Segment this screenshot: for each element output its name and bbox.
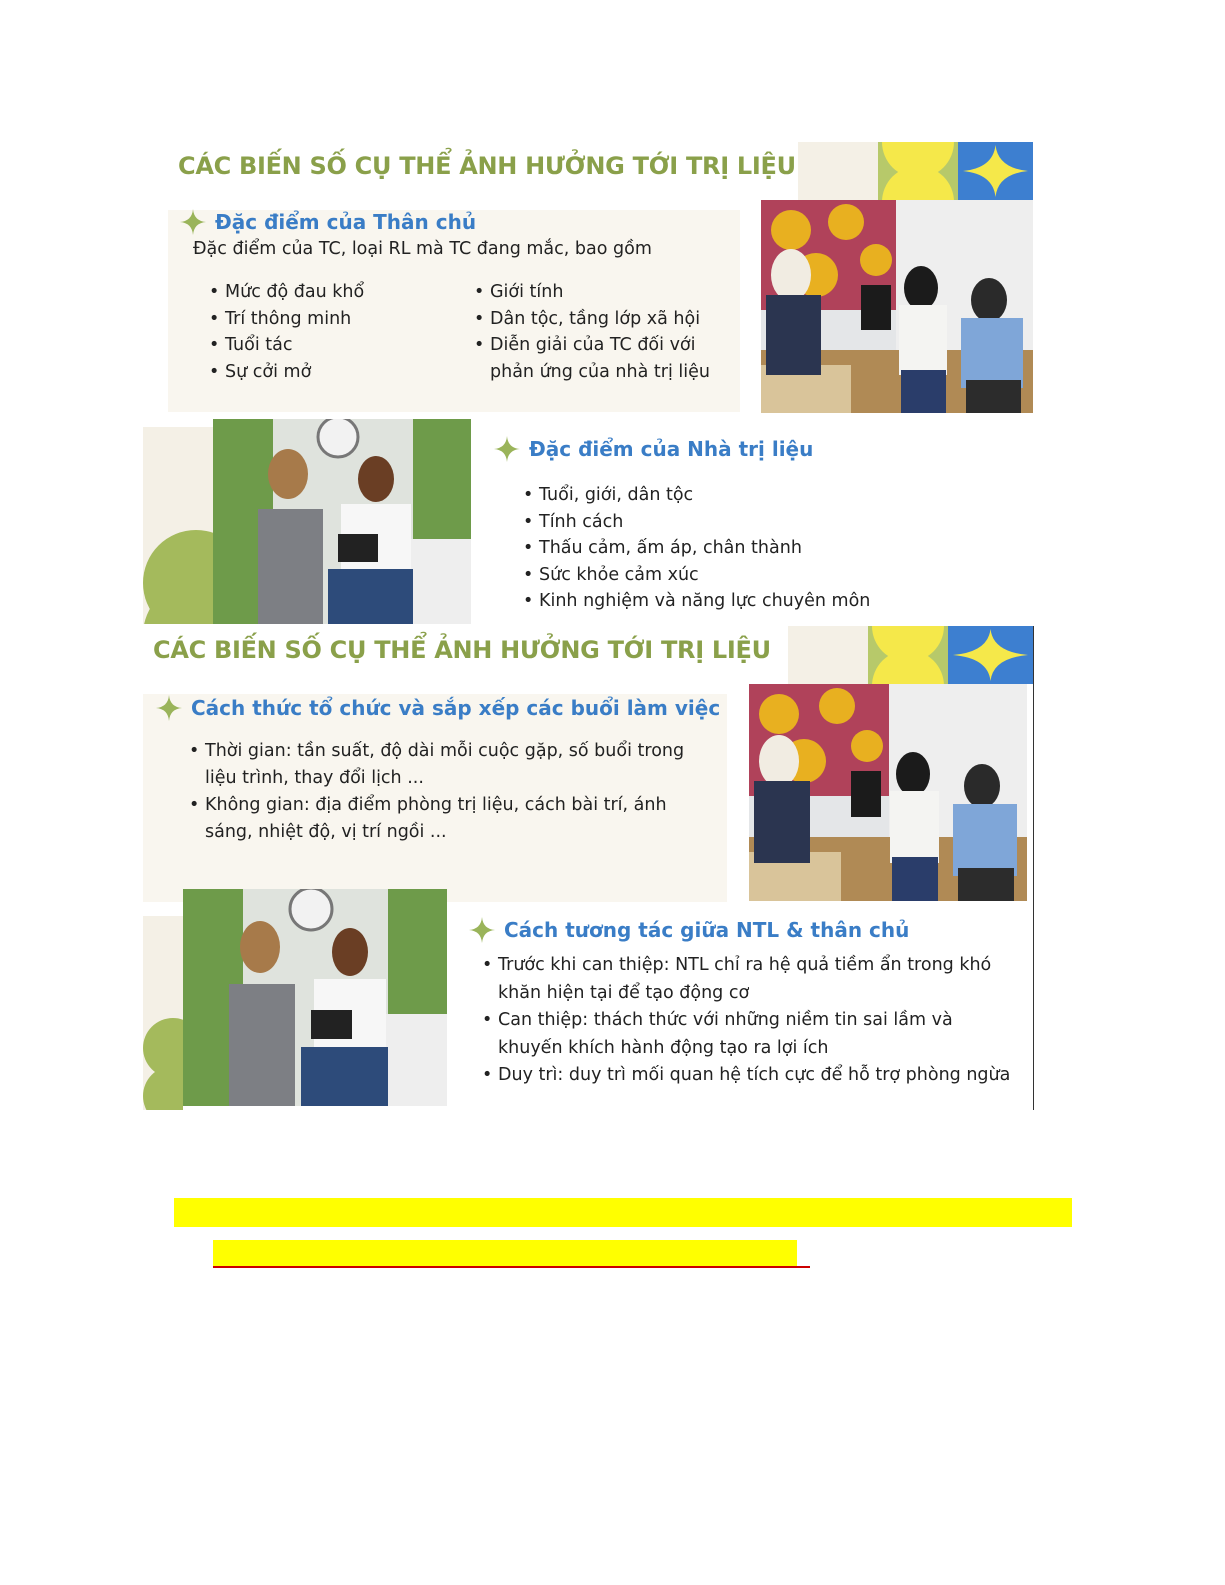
counseling-photo (213, 419, 471, 624)
half-circle-decoration (143, 916, 183, 1110)
star-corner-decoration (948, 626, 1033, 684)
sparkle-icon (468, 916, 496, 944)
list-item: • Duy trì: duy trì mối quan hệ tích cực để hỗ trợ phòng ngừa (480, 1062, 1020, 1090)
sessions-heading-text: Cách thức tổ chức và sắp xếp các buổi làm việc (191, 696, 721, 720)
star-corner-decoration (958, 142, 1033, 200)
sparkle-icon (493, 435, 521, 463)
list-item: • Can thiệp: thách thức với những niềm tin sai lầm và khuyến khích hành động tạo ra lợi ích (480, 1007, 1020, 1062)
sparkle-icon (179, 208, 207, 236)
group-therapy-photo (761, 200, 1033, 413)
list-item: • Diễn giải của TC đối với phản ứng của nhà trị liệu (472, 332, 732, 385)
therapist-heading (493, 435, 813, 463)
list-item: • Không gian: địa điểm phòng trị liệu, cách bài trí, ánh sáng, nhiệt độ, vị trí ngồi ... (187, 792, 707, 846)
list-item: • Giới tính (472, 279, 732, 306)
list-item: • Trước khi can thiệp: NTL chỉ ra hệ quả tiềm ẩn trong khó khăn hiện tại để tạo động cơ (480, 952, 1020, 1007)
list-item: • Sự cởi mở (207, 359, 447, 386)
list-item: • Trí thông minh (207, 306, 447, 333)
client-heading-text: Đặc điểm của Thân chủ (215, 210, 477, 234)
list-item: • Thấu cảm, ấm áp, chân thành (521, 535, 1021, 562)
group-therapy-photo (749, 684, 1027, 901)
slide-1 (143, 142, 1033, 624)
sparkle-icon (155, 694, 183, 722)
sessions-heading (155, 694, 720, 722)
slide-title: CÁC BIẾN SỐ CỤ THỂ ẢNH HƯỞNG TỚI TRỊ LIỆU (153, 636, 771, 664)
half-circle-decoration (143, 427, 213, 624)
therapist-heading-text: Đặc điểm của Nhà trị liệu (529, 437, 814, 461)
corner-decoration (788, 626, 1033, 684)
slide-title: CÁC BIẾN SỐ CỤ THỂ ẢNH HƯỞNG TỚI TRỊ LIỆU (178, 152, 796, 180)
list-item: • Sức khỏe cảm xúc (521, 562, 1021, 589)
list-item: • Dân tộc, tầng lớp xã hội (472, 306, 732, 333)
client-list-right (472, 279, 732, 385)
interaction-list (480, 952, 1020, 1108)
list-item: • Thời gian: tần suất, độ dài mỗi cuộc gặp, số buổi trong liệu trình, thay đổi lịch ... (187, 738, 707, 792)
client-intro: Đặc điểm của TC, loại RL mà TC đang mắc, bao gồm (193, 239, 652, 259)
counseling-photo (183, 889, 447, 1106)
interaction-heading-text: Cách tương tác giữa NTL & thân chủ (504, 918, 910, 942)
list-item: • Tuổi tác (207, 332, 447, 359)
sessions-list (187, 738, 707, 846)
slide-2 (143, 626, 1034, 1110)
client-list-left (207, 279, 447, 385)
list-item: • Tuổi, giới, dân tộc (521, 482, 1021, 509)
corner-decoration (798, 142, 1033, 200)
underline (213, 1266, 810, 1268)
interaction-heading (468, 916, 909, 944)
highlight-bar (174, 1198, 1072, 1227)
list-item: • Kinh nghiệm và năng lực chuyên môn (521, 588, 1021, 615)
list-item: • Mức độ đau khổ (207, 279, 447, 306)
list-item: • Tính cách (521, 509, 1021, 536)
highlight-bar-short (213, 1240, 797, 1266)
client-heading (179, 208, 476, 236)
therapist-list (521, 482, 1021, 615)
